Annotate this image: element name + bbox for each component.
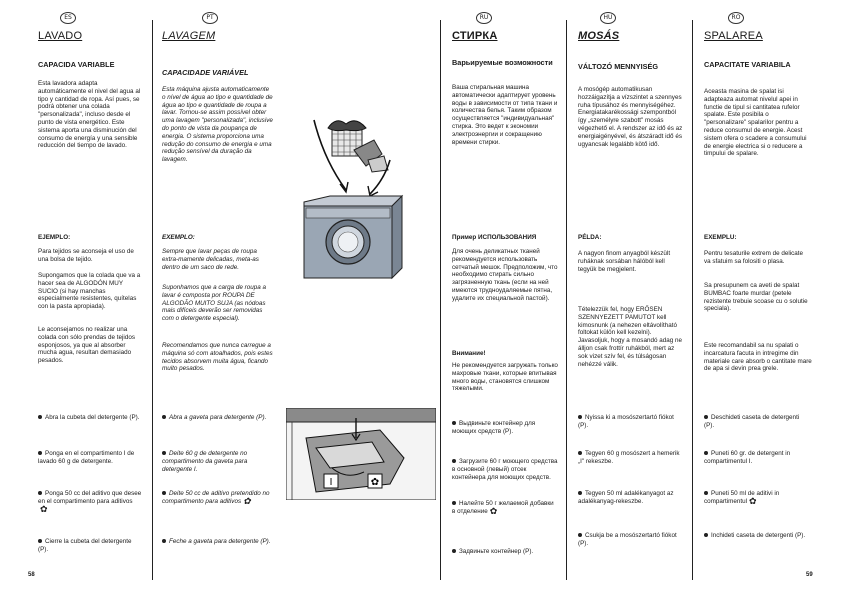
example-heading: EJEMPLO:: [38, 234, 71, 241]
warning-heading: Внимание!: [452, 350, 486, 357]
column-pt: [162, 0, 282, 595]
additive-flower-icon: ✿: [243, 496, 251, 507]
bullet-icon: [38, 539, 42, 543]
washing-machine-icon: [304, 196, 402, 278]
section-subtitle: CAPACIDA VARIABLE: [38, 60, 115, 69]
additive-flower-icon: ✿: [40, 503, 48, 514]
bullet-icon: [38, 451, 42, 455]
paragraph: Suponhamos que a carga de roupa a lavar é composta por ROUPA DE ALGODÃO MUITO SUJA (as nódoas mais difíceis deverão ser removidas com o detergente especial).: [162, 284, 266, 323]
section-title: LAVADO: [38, 30, 83, 42]
paragraph: Для очень деликатных тканей рекомендуется использовать сетчатый мешок. Предположим, что необходимо стирать сильно загрязненную ткань (если на ней имеются трудноудаляемые пятна, удалите их специальной пастой).: [452, 248, 558, 302]
additive-flower-icon: ✿: [489, 506, 498, 517]
paragraph: Supongamos que la colada que va a hacer sea de ALGODÓN MUY SUCIO (si hay manchas especialmente resistentes, quítelas con la pasta apropiada).: [38, 272, 141, 311]
language-badge-ru: RU: [476, 12, 492, 24]
bullet-icon: [452, 421, 456, 425]
bullet-icon: [704, 491, 708, 495]
bullet-icon: [162, 539, 166, 543]
step-item: Загрузите 60 г моющего средства в основной (левый) отсек контейнера для моющих средств.: [452, 458, 558, 481]
bullet-icon: [38, 415, 42, 419]
step-item: Abra la cubeta del detergente (P).: [38, 414, 142, 422]
step-item: Nyissa ki a mosószertartó fiókot (P).: [578, 414, 674, 429]
example-heading: EXEMPLO:: [162, 234, 195, 241]
step-item: Csukja be a mosószertartó fiókot (P).: [578, 532, 677, 547]
step-item: Cierre la cubeta del detergente (P).: [38, 538, 132, 553]
intro-text: Esta lavadora adapta automáticamente el nivel del agua al tipo y cantidad de ropa. Así pues, se podrá obtener una colada "personalizada", incluso desde el punto de vista energético. Este sistema aporta una disminución del consumo de energía y una sensible reducción del tiempo de lavado.: [38, 80, 141, 150]
column-ru: [452, 0, 562, 595]
step-item: Налейте 50 г желаемой добавки в отделение ✿: [452, 500, 554, 517]
column-ro: [704, 0, 816, 595]
washing-machine-illustration: [284, 110, 438, 280]
bullet-icon: [578, 415, 582, 419]
bullet-icon: [162, 451, 166, 455]
example-heading: Пример ИСПОЛЬЗОВАНИЯ: [452, 234, 537, 241]
step-item: Tegyen 50 ml adalékanyagot az adalékanyag-rekeszbe.: [578, 490, 674, 505]
bullet-icon: [162, 415, 166, 419]
intro-text: Aceasta masina de spalat isi adapteaza automat nivelul apei in functie de tipul si cantitatea rufelor spalate. Este posibila o "personalizare" spalarilor pentru a reduce consumul de energie. Acest sistem ofera o scadere a consumului de energie electrica si o reducere a timpului de spalare.: [704, 88, 807, 158]
section-subtitle: CAPACITATE VARIABILA: [704, 60, 791, 69]
step-item: Задвиньте контейнер (P).: [452, 548, 558, 556]
column-es: [38, 0, 150, 595]
detergent-drawer-illustration: [286, 408, 436, 500]
section-subtitle: VÁLTOZÓ MENNYISÉG: [578, 62, 659, 71]
intro-text: Esta máquina ajusta automaticamente o nível de água ao tipo e quantidade de água ao tipo e quantidade de roupa a lavar. Tornou-se assim possível obter uma lavagem "personalizada", inclusive do ponto de vista da poupança de energia. O sistema proporciona uma redução do consumo de energia e uma redução sensível da duração da lavagem.: [162, 86, 273, 164]
step-item: Deschideti caseta de detergenti (P).: [704, 414, 800, 429]
bullet-icon: [704, 415, 708, 419]
paragraph: Este recomandabil sa nu spalati o incarcatura facuta in intregime din materiale care absorb o cantitate mare de apa si devin prea grele.: [704, 342, 812, 373]
additive-compartment-label: [368, 474, 382, 488]
step-item: Puneti 60 gr. de detergent in compartimentul I.: [704, 450, 791, 465]
bullet-icon: [452, 501, 456, 505]
column-hu: [578, 0, 688, 595]
bullet-icon: [162, 491, 166, 495]
compartment-I-label: [324, 474, 338, 488]
column-divider: [692, 20, 693, 580]
bullet-icon: [452, 459, 456, 463]
paragraph: Pentru tesaturile extrem de delicate va sfatuim sa folositi o plasa.: [704, 250, 804, 265]
section-subtitle: CAPACIDADE VARIÁVEL: [162, 68, 249, 77]
paragraph: Para tejidos se aconseja el uso de una bolsa de tejido.: [38, 248, 134, 263]
language-badge-ro: RO: [728, 12, 744, 24]
svg-text:✿: ✿: [370, 477, 380, 488]
section-title: СТИРКА: [452, 30, 498, 42]
step-item: Выдвиньте контейнер для моющих средств (P).: [452, 420, 536, 435]
paragraph: Le aconsejamos no realizar una colada con sólo prendas de tejidos esponjosos, ya que al absorber mucha agua, resultan demasiado pesados.: [38, 326, 135, 365]
section-title: SPALAREA: [704, 30, 763, 42]
paragraph: Sa presupunem ca aveti de spalat BUMBAC foarte murdar (petele rezistente trebuie scoase cu o solutie speciala).: [704, 282, 808, 313]
language-badge-pt: PT: [202, 12, 218, 24]
step-item: Deite 50 cc de aditivo pretendido no compartimento para aditivos ✿: [162, 490, 270, 507]
intro-text: A mosógép automatikusan hozzáigazítja a vízszintet a szennyes ruha típusához és mennyiségéhez. Energiatakarékossági szempontból így „személyre szabott" mosás végezhető el. A rendszer az idő és az energiaigényével, és átszáradt idő és ugyancsak legalább kötő idő.: [578, 86, 683, 148]
paragraph: A nagyon finom anyagból készült ruháknak sorsában hálóból kell tegyük be megjelent.: [578, 250, 671, 273]
svg-text:I: I: [329, 477, 333, 488]
example-heading: PÉLDA:: [578, 234, 602, 241]
paragraph: Recomendamos que nunca carregue a máquina só com atoalhados, pois estes tecidos absorvem muita água, ficando muito pesados.: [162, 342, 273, 373]
column-divider: [440, 20, 441, 580]
page-number-right: 59: [806, 572, 813, 578]
step-item: Abra a gaveta para detergente (P).: [162, 414, 274, 422]
section-subtitle: Варьируемые возможности: [452, 58, 553, 67]
language-badge-hu: HU: [600, 12, 616, 24]
step-item: Feche a gaveta para detergente (P).: [162, 538, 274, 546]
section-title: MOSÁS: [578, 30, 620, 42]
paragraph: Sempre que lavar peças de roupa extra-mamente delicadas, meta-as dentro de um saco de rede.: [162, 248, 259, 271]
laundry-basket-icon: [328, 121, 388, 172]
bullet-icon: [452, 549, 456, 553]
bullet-icon: [578, 533, 582, 537]
additive-flower-icon: ✿: [749, 496, 757, 507]
language-badge-es: ES: [60, 12, 76, 24]
bullet-icon: [704, 451, 708, 455]
example-heading: EXEMPLU:: [704, 234, 737, 241]
paragraph: Не рекомендуется загружать только махровые ткани, которые впитывая много воды, становятся слишком тяжелыми.: [452, 362, 558, 393]
step-item: Deite 60 g de detergente no compartimento da gaveta para detergente I.: [162, 450, 248, 473]
section-title: LAVAGEM: [162, 30, 216, 42]
intro-text: Ваша стиральная машина автоматически адаптирует уровень воды в зависимости от типа ткани и количества белья. Таким образом осуществляется "индивидуальная" стирка. Это ведет к экономии электроэнергии и сокращению времени стирки.: [452, 84, 558, 146]
step-item: Ponga en el compartimento I de lavado 60 g de detergente.: [38, 450, 135, 465]
bullet-icon: [578, 451, 582, 455]
paragraph: Tételezzük fel, hogy ERŐSEN SZENNYEZETT PAMUTOT kell kimosnunk (a nehezen eltávolítható foltokat külön kell kezelni). Javasoljuk, hogy a mosandó adag ne álljon csak frottír ruhákból, mert az sok vizet szív fel, és túlságosan nehézzé válik.: [578, 306, 682, 368]
bullet-icon: [38, 491, 42, 495]
bullet-icon: [578, 491, 582, 495]
step-item: Inchideti caseta de detergenti (P).: [704, 532, 810, 540]
step-item: Puneti 50 ml de aditivi in compartimentul ✿: [704, 490, 780, 507]
column-divider: [566, 20, 567, 580]
page-number-left: 58: [28, 572, 35, 578]
column-divider: [152, 20, 153, 580]
step-item: Tegyen 60 g mosószert a hemerik „I" rekeszbe.: [578, 450, 680, 465]
step-item: Ponga 50 cc del aditivo que desee en el compartimento para aditivos✿: [38, 490, 142, 514]
bullet-icon: [704, 533, 708, 537]
